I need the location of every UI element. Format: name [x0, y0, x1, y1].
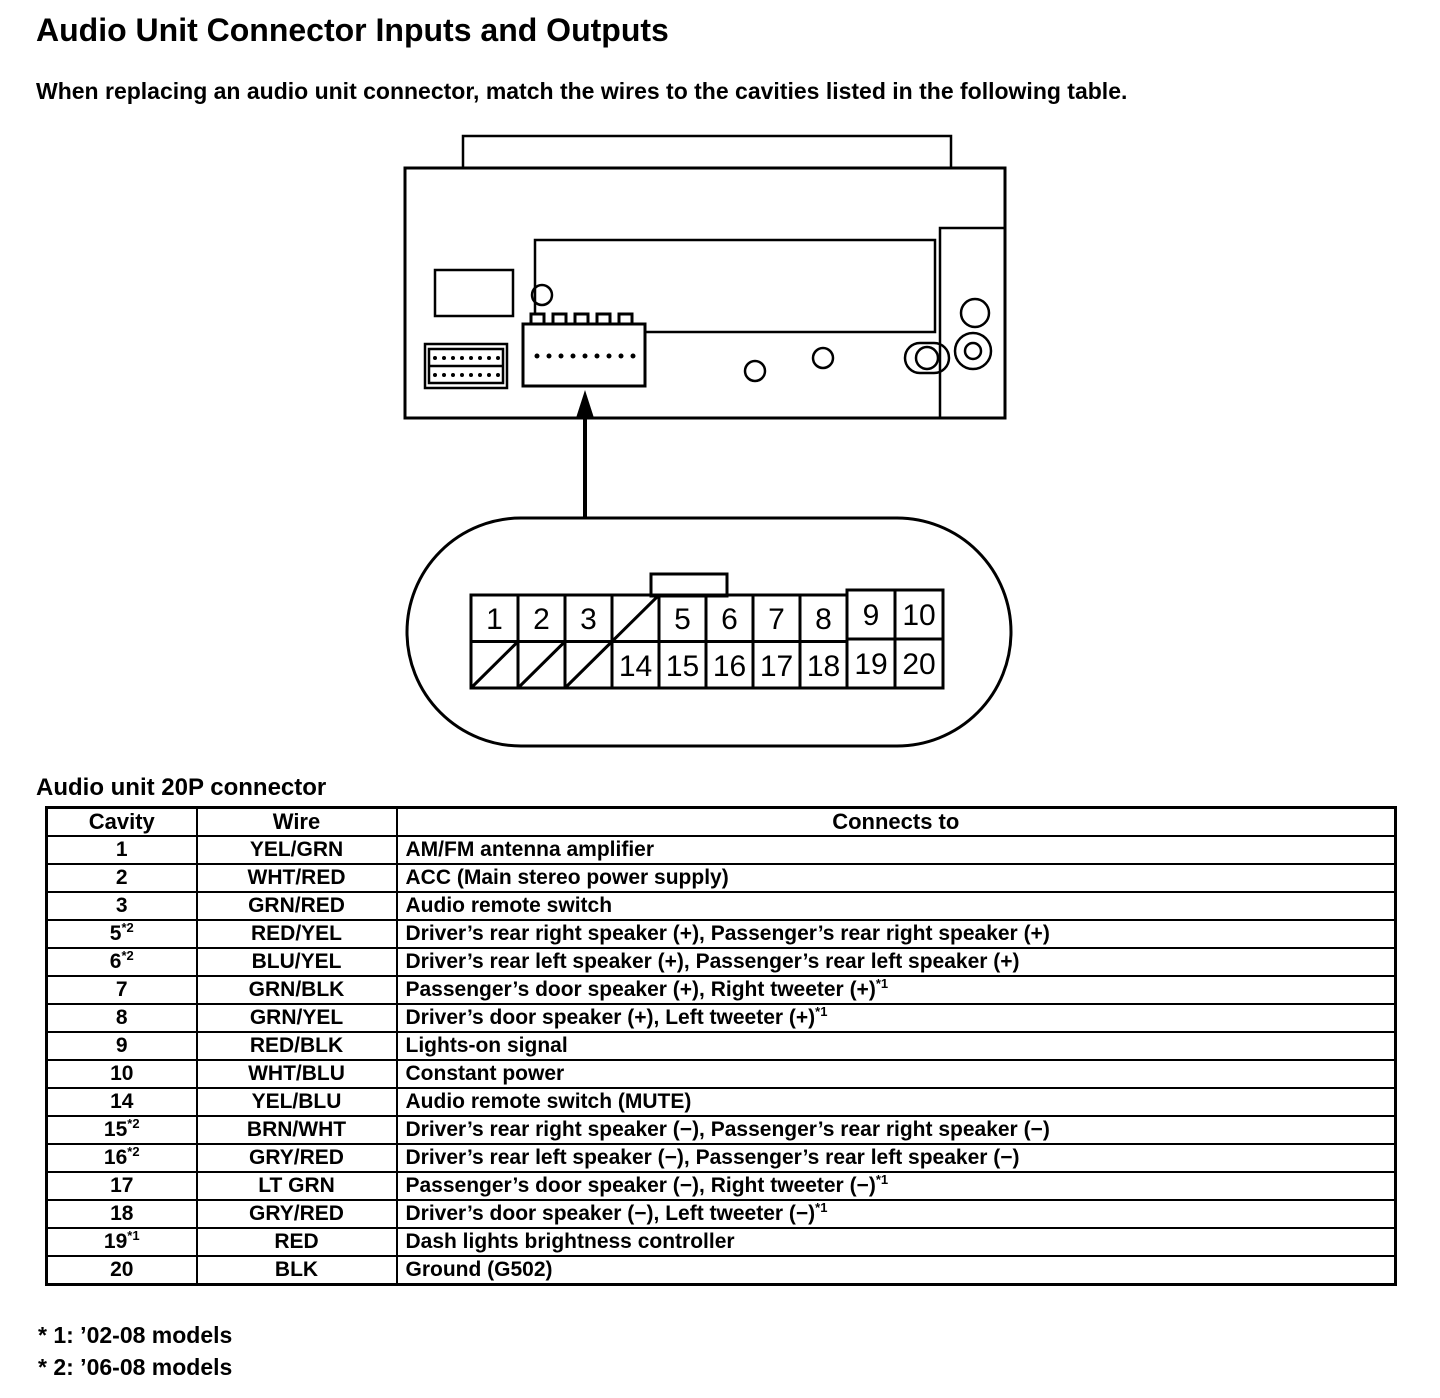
- connects-cell: Driver’s door speaker (+), Left tweeter $(+)^{*1}$: [397, 1004, 1396, 1032]
- table-label: Audio unit 20P connector: [36, 774, 327, 801]
- cavity-cell: 5$^{*2}$: [47, 920, 197, 948]
- table-row: [47, 1004, 1396, 1032]
- connects-cell: Audio remote switch: [397, 892, 1396, 920]
- table-row: [47, 1256, 1396, 1285]
- wire-cell: BRN/WHT: [197, 1116, 397, 1144]
- table-row: [47, 976, 1396, 1004]
- blank-cavity-diagonal: [518, 642, 565, 689]
- wire-cell: RED/BLK: [197, 1032, 397, 1060]
- wire-cell: GRY/RED: [197, 1144, 397, 1172]
- blank-cavity-diagonal: [565, 642, 612, 689]
- cavity-cell: 8: [47, 1004, 197, 1032]
- audio-unit-figure: [395, 128, 1035, 758]
- connects-cell: Dash lights brightness controller: [397, 1228, 1396, 1256]
- cavity-cell: 17: [47, 1172, 197, 1200]
- pin-number: 5: [674, 603, 691, 636]
- wire-cell: WHT/BLU: [197, 1060, 397, 1088]
- cavity-cell: 16$^{*2}$: [47, 1144, 197, 1172]
- connector-20p-pins: [535, 354, 636, 359]
- cavity-cell: 18: [47, 1200, 197, 1228]
- cavity-cell: 7: [47, 976, 197, 1004]
- pin-number: 8: [815, 603, 832, 636]
- intro-text: When replacing an audio unit connector, match the wires to the cavities listed in the following table.: [36, 78, 1128, 104]
- cavity-cell: 2: [47, 864, 197, 892]
- cavity-cell: 3: [47, 892, 197, 920]
- pin-number: 19: [854, 648, 888, 681]
- header-connects-to: Connects to: [397, 808, 1396, 837]
- cavity-cell: 1: [47, 836, 197, 864]
- wire-cell: GRN/BLK: [197, 976, 397, 1004]
- wire-cell: YEL/BLU: [197, 1088, 397, 1116]
- table-row: [47, 1172, 1396, 1200]
- pin-number: 16: [712, 650, 747, 683]
- pin-number: 15: [665, 650, 700, 683]
- connector-small-socket: [425, 344, 507, 388]
- wire-cell: GRN/YEL: [197, 1004, 397, 1032]
- connects-cell: Passenger’s door speaker (−), Right tweeter $(-)^{*1}$: [397, 1172, 1396, 1200]
- footnote-1: * 1: ’02-08 models: [38, 1322, 233, 1348]
- cavity-cell: 14: [47, 1088, 197, 1116]
- table-row: [47, 1200, 1396, 1228]
- table-row: [47, 1116, 1396, 1144]
- table-row: [47, 948, 1396, 976]
- pin-number: 7: [768, 603, 785, 636]
- connects-cell: Passenger’s door speaker (+), Right tweeter $(+)^{*1}$: [397, 976, 1396, 1004]
- connects-cell: Driver’s rear left speaker (−), Passenger’s rear left speaker (−): [397, 1144, 1396, 1172]
- pin-number: 2: [533, 603, 550, 636]
- connects-cell: Ground (G502): [397, 1256, 1396, 1285]
- connector-20p-socket: [523, 314, 645, 386]
- connects-cell: Driver’s rear right speaker (+), Passenger’s rear right speaker (+): [397, 920, 1396, 948]
- wire-cell: GRY/RED: [197, 1200, 397, 1228]
- cavity-cell: 20: [47, 1256, 197, 1285]
- page-title: Audio Unit Connector Inputs and Outputs: [36, 12, 669, 48]
- header-wire: Wire: [197, 808, 397, 837]
- wire-cell: GRN/RED: [197, 892, 397, 920]
- cavity-cell: 10: [47, 1060, 197, 1088]
- wire-cell: RED: [197, 1228, 397, 1256]
- audio-unit-diagram: [395, 128, 1035, 758]
- pin-number: 6: [721, 603, 738, 636]
- table-row: [47, 864, 1396, 892]
- pin-number: 3: [580, 603, 597, 636]
- pin-number: 20: [902, 648, 936, 681]
- cavity-cell: 9: [47, 1032, 197, 1060]
- wire-cell: YEL/GRN: [197, 836, 397, 864]
- audio-unit-rear-view: [405, 136, 1005, 418]
- wire-cell: RED/YEL: [197, 920, 397, 948]
- connector-detail-bubble: [407, 518, 1011, 746]
- table-row: [47, 836, 1396, 864]
- blank-cavity-diagonal: [612, 595, 659, 642]
- table-row: [47, 1032, 1396, 1060]
- table-row: [47, 1088, 1396, 1116]
- connects-cell: Driver’s rear left speaker (+), Passenger’s rear left speaker (+): [397, 948, 1396, 976]
- callout-arrow: [576, 390, 594, 518]
- connects-cell: Driver’s door speaker (−), Left tweeter $(-)^{*1}$: [397, 1200, 1396, 1228]
- pin-number: 17: [759, 650, 794, 683]
- wire-cell: BLU/YEL: [197, 948, 397, 976]
- connects-cell: AM/FM antenna amplifier: [397, 836, 1396, 864]
- connects-cell: Lights-on signal: [397, 1032, 1396, 1060]
- wire-cell: BLK: [197, 1256, 397, 1285]
- cavity-cell: 19$^{*1}$: [47, 1228, 197, 1256]
- pin-number: 14: [618, 650, 653, 683]
- pin-number: 18: [806, 650, 841, 683]
- cavity-cell: 15$^{*2}$: [47, 1116, 197, 1144]
- connects-cell: ACC (Main stereo power supply): [397, 864, 1396, 892]
- table-header-row: [47, 808, 1396, 837]
- pin-number: 9: [862, 599, 880, 632]
- wire-cell: LT GRN: [197, 1172, 397, 1200]
- table-row: [47, 1144, 1396, 1172]
- table-row: [47, 920, 1396, 948]
- wire-cell: WHT/RED: [197, 864, 397, 892]
- pinout-table: [45, 806, 1397, 1286]
- footnote-2: * 2: ’06-08 models: [38, 1354, 233, 1380]
- pin-number: 1: [486, 603, 503, 636]
- connects-cell: Audio remote switch (MUTE): [397, 1088, 1396, 1116]
- antenna-jack: [955, 333, 991, 369]
- cavity-cell: 6$^{*2}$: [47, 948, 197, 976]
- blank-cavity-diagonal: [471, 642, 518, 689]
- header-cavity: Cavity: [47, 808, 197, 837]
- pin-number: 10: [902, 599, 936, 632]
- table-row: [47, 1060, 1396, 1088]
- table-row: [47, 892, 1396, 920]
- connects-cell: Driver’s rear right speaker (−), Passenger’s rear right speaker (−): [397, 1116, 1396, 1144]
- connects-cell: Constant power: [397, 1060, 1396, 1088]
- table-row: [47, 1228, 1396, 1256]
